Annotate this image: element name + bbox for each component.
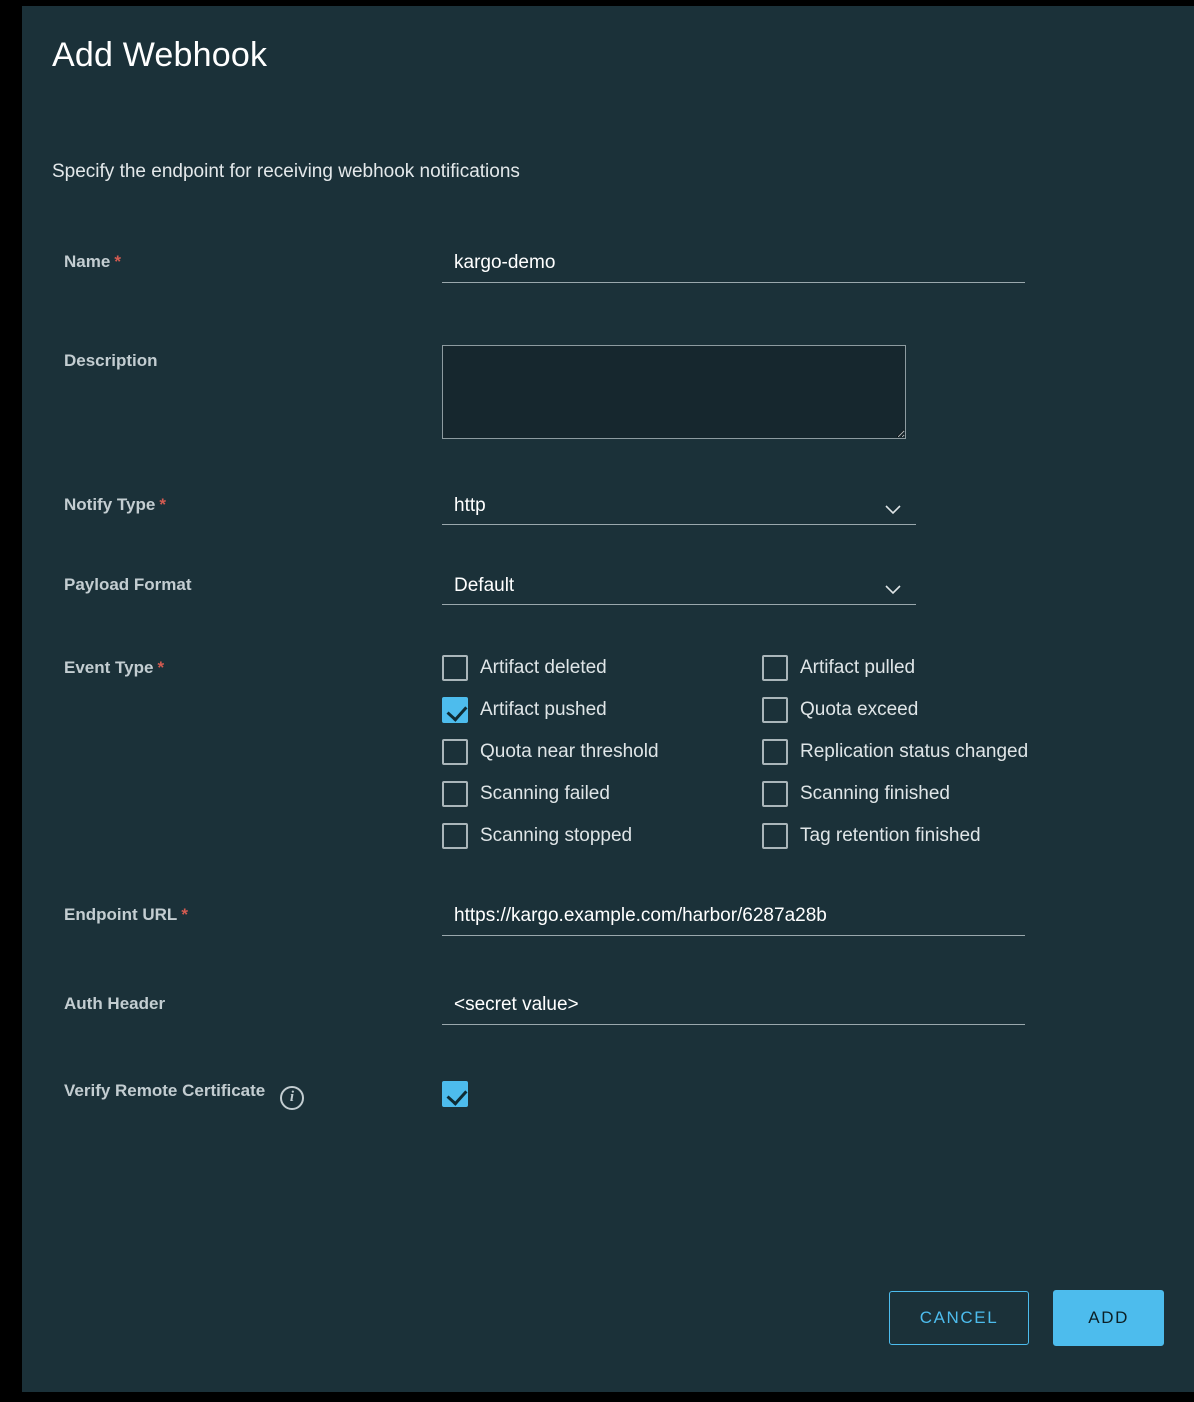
verify-remote-certificate-label-text: Verify Remote Certificate [64,1081,266,1100]
event-type-label-scanning-stopped: Scanning stopped [480,825,633,846]
event-type-label-tag-retention-finished: Tag retention finished [800,825,981,846]
checkbox-box[interactable] [442,697,468,723]
event-type-checkbox-artifact-pulled[interactable] [762,655,1194,681]
name-label [22,252,442,272]
dialog-subtitle: Specify the endpoint for receiving webhook notifications [52,161,520,182]
dialog-title: Add Webhook [52,36,268,74]
add-button[interactable]: ADD [1053,1290,1164,1346]
dialog-footer [889,1290,1164,1346]
event-type-checkbox-replication-status-changed[interactable] [762,739,1194,765]
event-type-checkbox-scanning-failed[interactable] [442,781,762,807]
endpoint-url-required-marker: * [181,905,188,924]
event-type-checkbox-grid [442,655,1194,849]
checkbox-box[interactable] [442,655,468,681]
payload-format-label: Payload Format [64,575,192,594]
event-type-checkbox-scanning-finished[interactable] [762,781,1194,807]
event-type-label [22,655,442,678]
cancel-button[interactable]: CANCEL [889,1291,1030,1345]
endpoint-url-label-text: Endpoint URL [64,905,178,924]
checkbox-box[interactable] [442,739,468,765]
event-type-checkbox-quota-near-threshold[interactable] [442,739,762,765]
auth-header-label: Auth Header [64,994,166,1013]
name-required-marker: * [114,252,121,271]
event-type-label-scanning-finished: Scanning finished [800,783,950,804]
event-type-label-quota-near-threshold: Quota near threshold [480,741,659,762]
event-type-checkbox-tag-retention-finished[interactable] [762,823,1194,849]
checkbox-box[interactable] [442,823,468,849]
webhook-form [22,252,1194,1110]
endpoint-url-row [22,905,1194,936]
event-type-checkbox-quota-exceed[interactable] [762,697,1194,723]
event-type-checkbox-artifact-pushed[interactable] [442,697,762,723]
event-type-checkbox-artifact-deleted[interactable] [442,655,762,681]
checkbox-box[interactable] [762,655,788,681]
name-row [22,252,1194,283]
endpoint-url-input[interactable] [442,905,1025,936]
payload-format-select[interactable] [442,575,916,605]
event-type-label-artifact-deleted: Artifact deleted [480,657,607,678]
event-type-label-artifact-pushed: Artifact pushed [480,699,607,720]
endpoint-url-label [22,905,442,925]
event-type-label-replication-status-changed: Replication status changed [800,741,1029,762]
description-label: Description [64,351,158,370]
notify-type-row [22,495,1194,525]
notify-type-label-text: Notify Type [64,495,156,514]
description-row [22,345,1194,439]
checkbox-box[interactable] [762,823,788,849]
notify-type-required-marker: * [159,495,166,514]
event-type-row [22,655,1194,849]
checkbox-box[interactable] [762,739,788,765]
add-webhook-dialog [22,6,1194,1392]
notify-type-select[interactable] [442,495,916,525]
event-type-label-text: Event Type [64,658,154,677]
event-type-label-scanning-failed: Scanning failed [480,783,610,804]
verify-remote-certificate-checkbox[interactable] [442,1081,468,1107]
name-label-text: Name [64,252,111,271]
event-type-label-artifact-pulled: Artifact pulled [800,657,916,678]
auth-header-row [22,994,1194,1025]
checkbox-box[interactable] [762,697,788,723]
notify-type-label [22,495,442,515]
auth-header-input[interactable] [442,994,1025,1025]
event-type-label-quota-exceed: Quota exceed [800,699,919,720]
info-icon[interactable]: i [280,1086,304,1110]
checkbox-box[interactable] [762,781,788,807]
payload-format-row [22,575,1194,605]
event-type-required-marker: * [157,658,165,677]
description-textarea[interactable] [442,345,906,439]
event-type-checkbox-scanning-stopped[interactable] [442,823,762,849]
checkbox-box[interactable] [442,781,468,807]
verify-remote-certificate-row [22,1081,1194,1110]
verify-remote-certificate-label [22,1081,442,1110]
name-input[interactable] [442,252,1025,283]
